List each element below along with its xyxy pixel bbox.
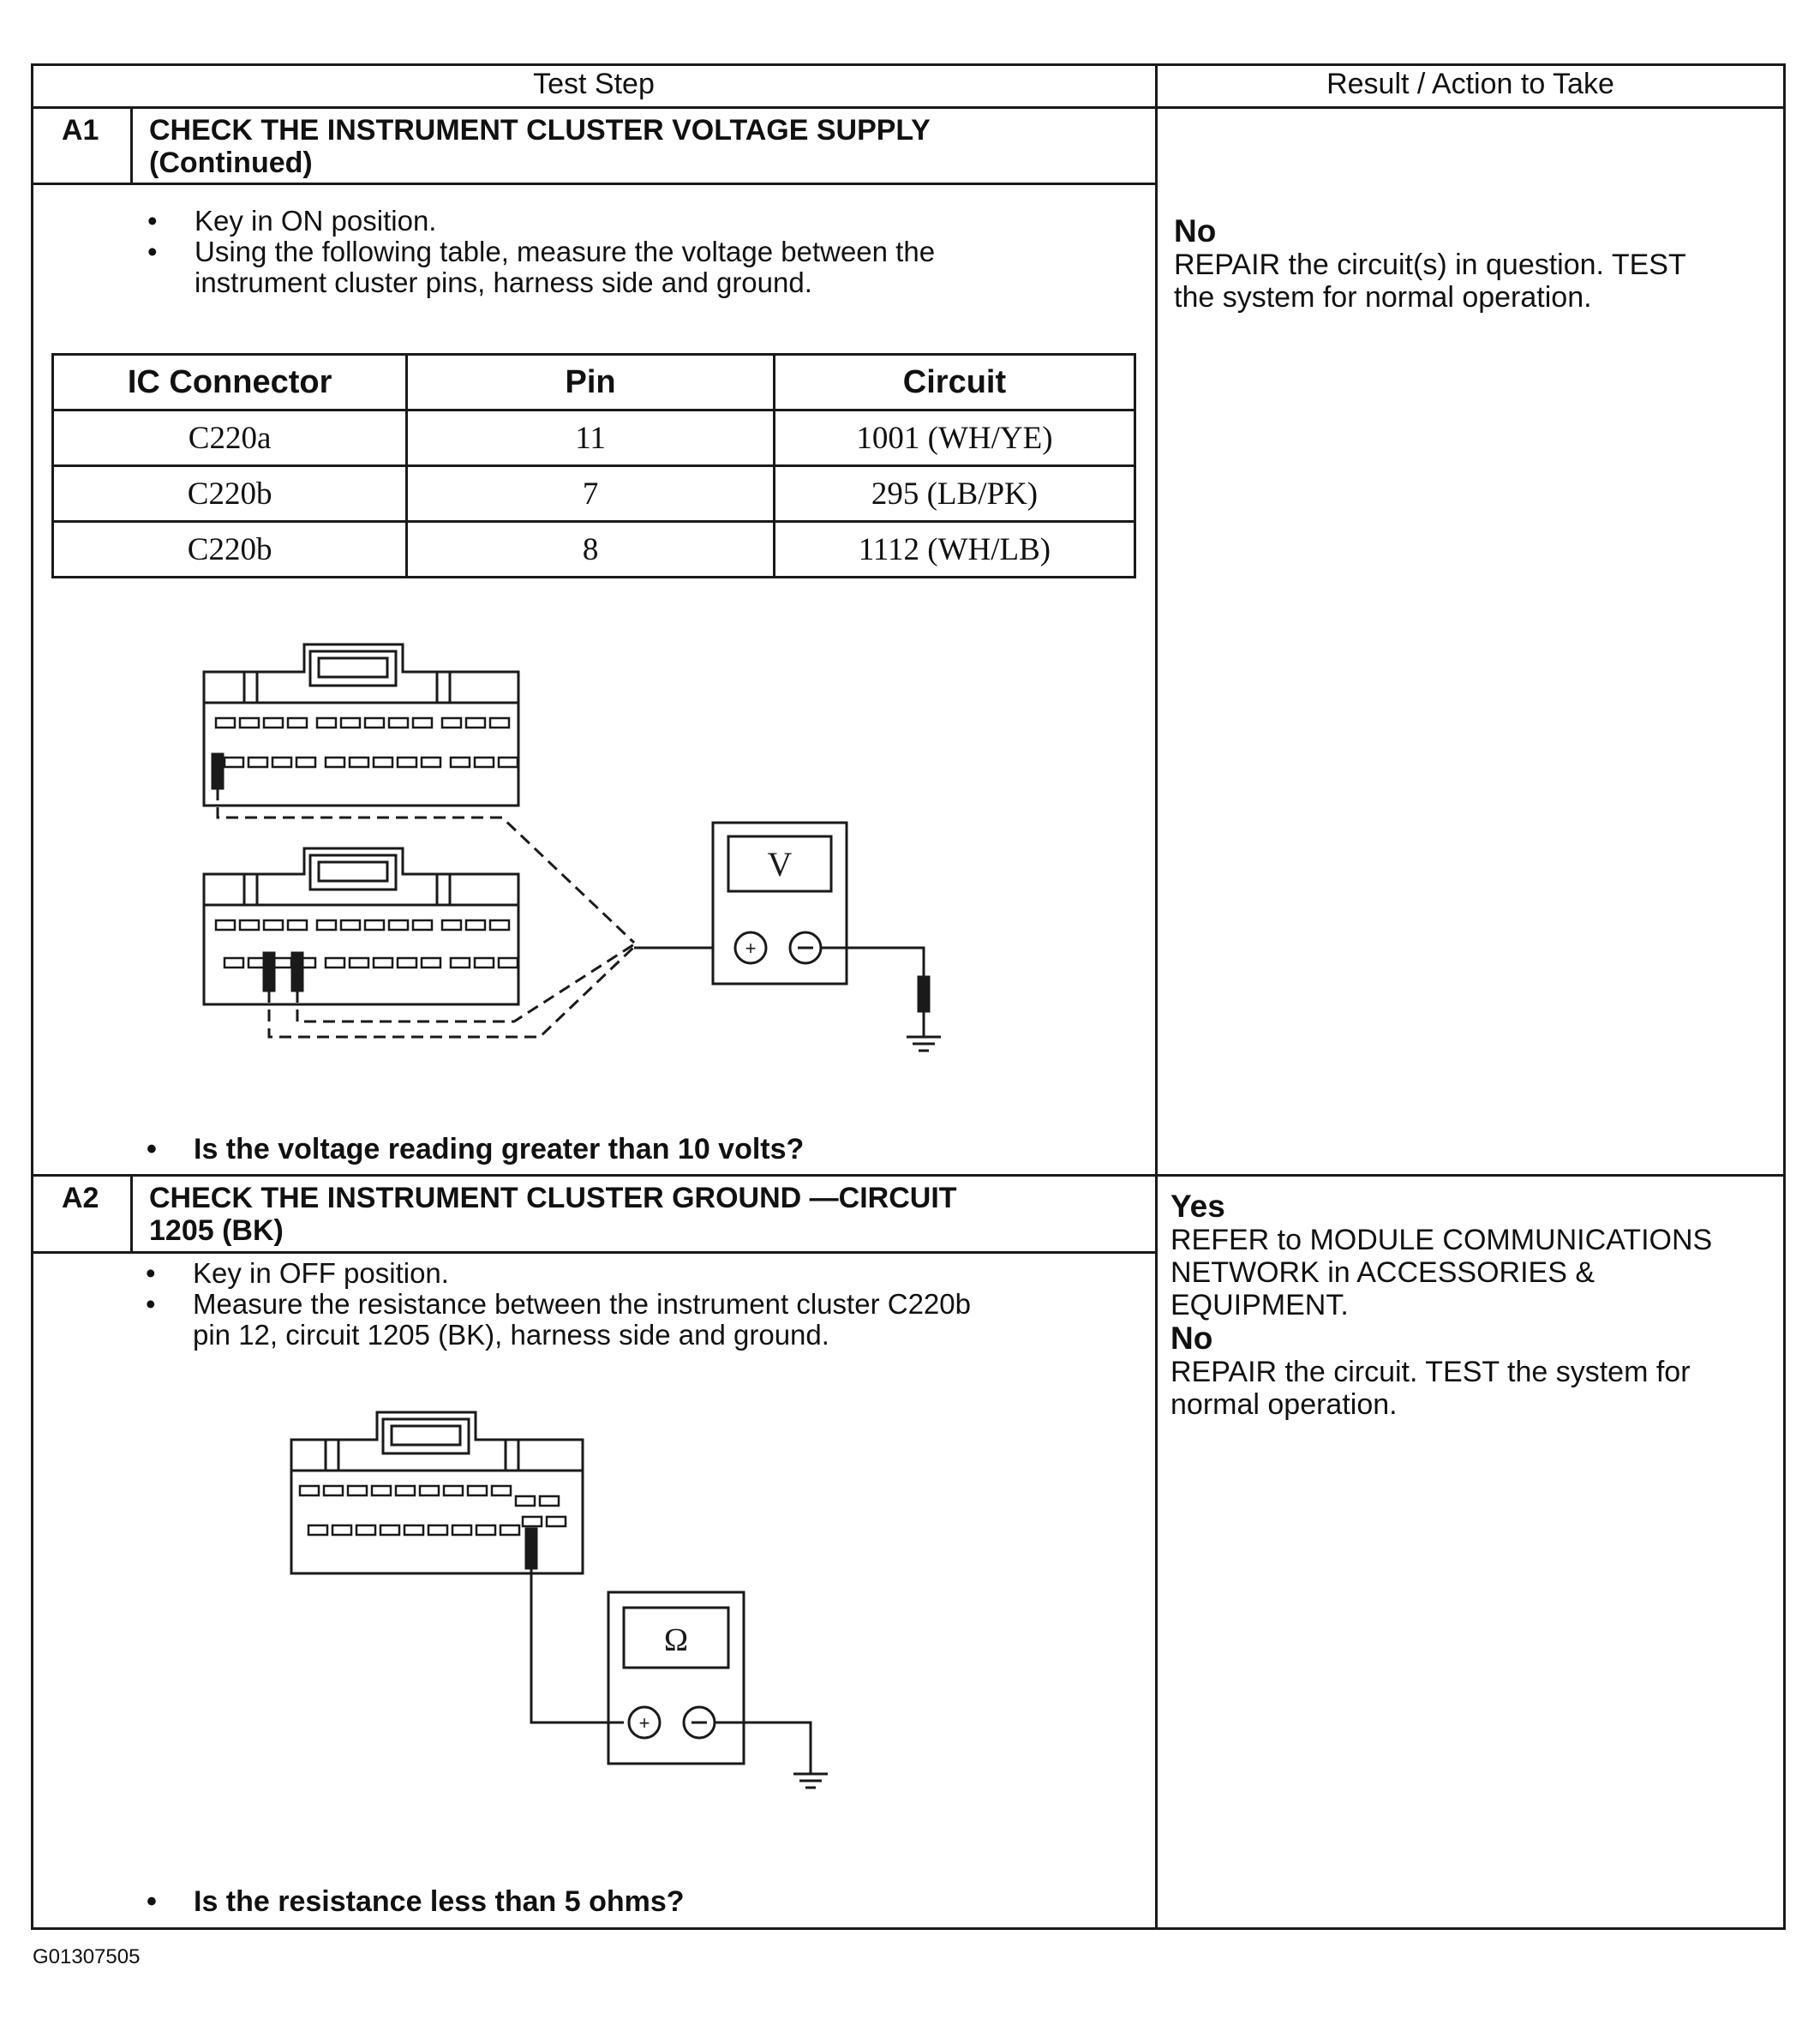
table-cell: 8 <box>407 522 775 578</box>
step-a2-bullet1: • Key in OFF position. <box>146 1258 1140 1289</box>
step-a1-title-line1: CHECK THE INSTRUMENT CLUSTER VOLTAGE SUPPLY <box>149 114 931 147</box>
a2-resistance-diagram <box>274 1397 874 1825</box>
probe-icon <box>213 754 223 788</box>
step-a2-result <box>1170 1189 1775 1421</box>
connector-icon <box>204 848 518 1004</box>
step-a1-bullet1: • Key in ON position. <box>147 206 1133 237</box>
step-a2-title-line2: 1205 (BK) <box>149 1214 284 1247</box>
table-row <box>53 522 1135 578</box>
ground-icon <box>907 1011 941 1051</box>
step-a1-bullet2: • Using the following table, measure the voltage between the instrument cluster pins, harness side and ground. <box>147 237 1133 298</box>
a1-voltage-diagram <box>189 634 960 1080</box>
probe-icon <box>264 953 274 991</box>
table-cell: 11 <box>407 410 775 466</box>
connector-icon <box>291 1412 583 1573</box>
step-a1-title-line2: (Continued) <box>149 147 313 179</box>
ohmmeter-symbol: Ω <box>663 1622 689 1658</box>
svg-text:+: + <box>745 938 757 959</box>
a1-title-divider <box>31 183 1157 185</box>
a2-id-divider <box>130 1174 133 1253</box>
table-cell: C220a <box>53 410 407 466</box>
outer-border-left <box>31 63 33 1930</box>
step-a2-title-line1: CHECK THE INSTRUMENT CLUSTER GROUND —CIRCUIT <box>149 1182 957 1214</box>
table-cell: 295 (LB/PK) <box>774 466 1135 522</box>
step-a2-title <box>149 1182 1143 1247</box>
table-row <box>53 466 1135 522</box>
result-yes-text-line2: NETWORK in ACCESSORIES & <box>1170 1256 1595 1289</box>
result-yes-heading: Yes <box>1170 1189 1225 1224</box>
result-no-text-line2: the system for normal operation. <box>1174 281 1592 314</box>
result-yes-text-line1: REFER to MODULE COMMUNICATIONS <box>1170 1224 1713 1256</box>
table-header-cell: Circuit <box>774 355 1135 410</box>
voltmeter-symbol: V <box>767 845 793 884</box>
step-a2-bullet2: • Measure the resistance between the instrument cluster C220b pin 12, circuit 1205 (BK), harness side and ground. <box>146 1289 1140 1351</box>
ground-icon <box>793 1774 828 1788</box>
result-no-text-line1: REPAIR the circuit. TEST the system for <box>1170 1356 1691 1388</box>
table-cell: C220b <box>53 522 407 578</box>
step-a2-question: • Is the resistance less than 5 ohms? <box>194 1885 685 1919</box>
a1-a2-divider <box>31 1174 1786 1177</box>
ohmmeter-icon <box>608 1592 744 1764</box>
outer-border-top <box>31 63 1786 66</box>
column-divider <box>1155 63 1158 1930</box>
table-header-row <box>53 355 1135 410</box>
ic-connector-table <box>51 353 1136 578</box>
step-a1-id: A1 <box>62 114 99 147</box>
table-header-cell: IC Connector <box>53 355 407 410</box>
step-a1-title <box>149 114 1143 179</box>
result-no-heading: No <box>1174 213 1217 249</box>
table-cell: 7 <box>407 466 775 522</box>
probe-icon <box>919 977 929 1011</box>
step-a1-question: • Is the voltage reading greater than 10 volts? <box>194 1133 804 1166</box>
outer-border-right <box>1783 63 1786 1930</box>
result-no-heading: No <box>1170 1321 1213 1356</box>
step-a1-result <box>1174 214 1774 314</box>
svg-text:+: + <box>638 1712 650 1734</box>
connector-icon <box>204 644 518 806</box>
result-yes-text-line3: EQUIPMENT. <box>1170 1289 1349 1321</box>
figure-id: G01307505 <box>33 1945 141 1968</box>
step-a2-id: A2 <box>62 1182 99 1214</box>
table-cell: 1001 (WH/YE) <box>774 410 1135 466</box>
header-result-action: Result / Action to Take <box>1326 68 1614 100</box>
voltmeter-icon <box>713 823 847 984</box>
a2-title-divider <box>31 1251 1157 1254</box>
header-test-step: Test Step <box>533 68 655 100</box>
probe-icon <box>292 953 302 991</box>
step-a1-instructions <box>147 206 1133 298</box>
probe-icon <box>526 1529 536 1568</box>
step-a2-instructions <box>146 1258 1140 1351</box>
header-divider <box>31 106 1786 109</box>
result-no-text-line1: REPAIR the circuit(s) in question. TEST <box>1174 249 1686 281</box>
table-header-cell: Pin <box>407 355 775 410</box>
table-cell: C220b <box>53 466 407 522</box>
table-cell: 1112 (WH/LB) <box>774 522 1135 578</box>
table-row <box>53 410 1135 466</box>
a1-id-divider <box>130 106 133 184</box>
result-no-text-line2: normal operation. <box>1170 1388 1398 1421</box>
outer-border-bottom <box>31 1927 1786 1930</box>
